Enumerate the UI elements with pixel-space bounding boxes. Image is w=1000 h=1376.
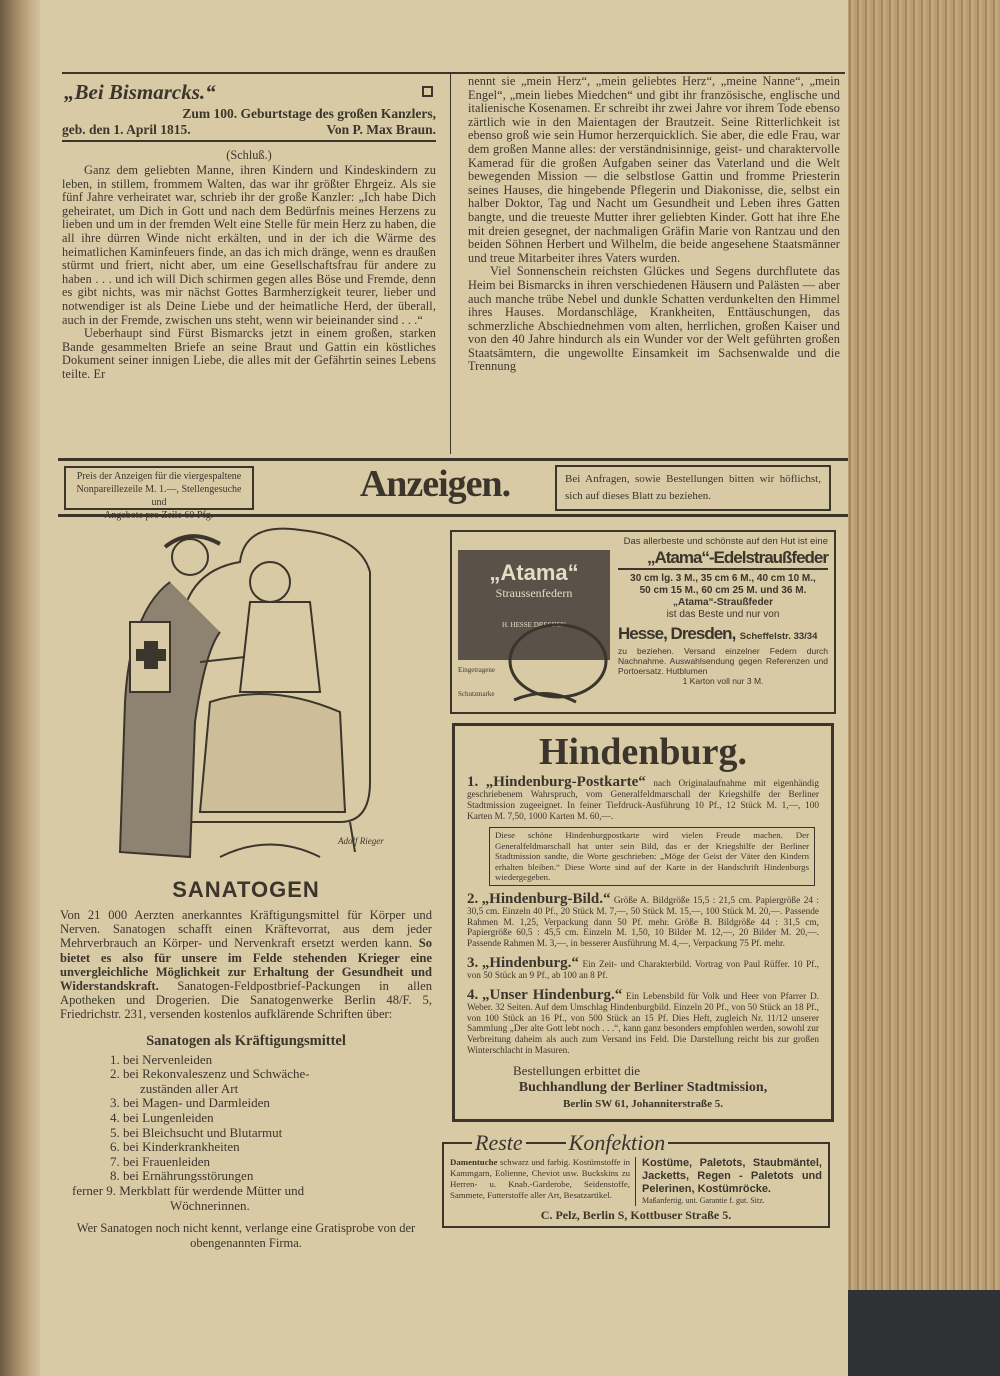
list-item: 1. bei Nervenleiden [110,1051,213,1067]
konfektion-right-small: Maßanfertig. unt. Garantie f. gut. Sitz. [642,1195,765,1205]
hindenburg-order: Bestellungen erbittet die [513,1062,641,1078]
item-text: Ein Lebensbild für Volk und Heer von Pfarrer D. Weber. 32 Seiten. Auf dem Umschlag Hindenburgbild. Einzeln 20 Pf., von 50 Stück an 18 Pf., von 100 Stück an 16 Pf., von 500 Stück an 15 Pf. Dies Heft, zugleich Nr. 11/12 unserer Sammlung „Der alte Gott lebt noch . . .“, kann ganz besonders empfohlen werden, sowohl zur Verbreitung daheim als auch zum Versand ins Feld. Die Darstellung reicht bis zur großen Winterschlacht in Masuren. [467,991,819,1057]
sanatogen-subheading: Sanatogen als Kräftigungsmittel [146,1032,346,1049]
divider [668,1142,830,1144]
text: So bietet es also für unsere im Felde stehenden Krieger eine unvergleichliche Möglichkeit zur Erhaltung der Gesundheit und Widerstandskraft. [60,936,432,994]
hindenburg-items [467,774,819,1057]
konfektion-title-left: Reste [475,1129,523,1155]
atama-address: Scheffelstr. 33/34 [739,631,818,642]
item-name: „Hindenburg-Bild.“ [481,890,611,907]
title-rule [62,140,436,142]
hindenburg-item-3 [467,955,819,982]
text: Preis der Anzeigen für die viergespaltene [76,471,242,482]
hindenburg-item-4 [467,987,819,1057]
logo-badge: H. HESSE DRESDEN [502,621,566,629]
ads-rule-top [58,458,848,461]
text: Damentuche [450,1156,498,1167]
nurse-soldier-illustration [70,522,430,867]
newspaper-page [40,0,848,1376]
hindenburg-publisher-address: Berlin SW 61, Johanniterstraße 5. [563,1097,723,1110]
column-divider [450,74,451,454]
text: „Atama“-Straußfeder [672,597,774,608]
atama-ad [450,530,836,714]
list-item: ferner 9. Merkblatt für werdende Mütter und [72,1182,305,1198]
article-subtitle: Zum 100. Geburtstage des großen Kanzlers, [182,106,436,121]
atama-prices [618,573,828,621]
trademark-label: Schutzmarke [458,690,495,698]
sanatogen-body [60,908,432,1022]
ostrich-icon [506,616,610,706]
atama-company: Hesse, Dresden, [618,624,736,643]
hindenburg-publisher: Buchhandlung der Berliner Stadtmission, [518,1079,768,1095]
atama-details: 1 Karton voll nur 3 M. [682,676,764,686]
text: 30 cm lg. 3 M., 35 cm 6 M., 40 cm 10 M., [630,573,816,584]
continuation-note: (Schluß.) [226,148,272,162]
konfektion-right-column [642,1157,822,1206]
trademark-label: Eingetragene [458,666,495,674]
konfektion-address: C. Pelz, Berlin S, Kottbuser Straße 5. [540,1207,732,1222]
atama-picture [458,536,610,708]
item-number: 2. [467,890,479,907]
book-binding [0,0,42,1376]
article-column-right [468,75,840,374]
hindenburg-note: Diese schöne Hindenburgpostkarte wird vielen Freude machen. Der Generalfeldmarschall hat unter sein Bild, das er der Kriegshilfe der Berliner Stadtmission sandte, die Worte geschrieben: „Möge der Geist der Väter den Kindern erhalten bleiben.“ Diese Worte sind auf der Karte in der Handschrift Hindenburgs wiedergegeben. [489,827,815,886]
text: ist das Beste und nur von [666,609,780,620]
sanatogen-closing: Wer Sanatogen noch nicht kennt, verlange eine Gratisprobe von der obengenannten Firma. [76,1221,416,1251]
list-item: 7. bei Frauenleiden [110,1153,210,1169]
sanatogen-list [60,1053,432,1214]
hindenburg-item-1 [467,774,819,822]
list-item: 2. bei Rekonvaleszenz und Schwäche- [110,1066,310,1082]
text: Sanatogen-Feldpostbrief-Packungen in allen Apotheken und Drogerien. Die Sanatogenwerke Berlin 48/F. 5, Friedrichstr. 231, versenden kostenlos aufklärende Schriften über: [60,979,432,1022]
paragraph: nennt sie „mein Herz“, „mein geliebtes Herz“, „meine Nanne“, „mein Engel“, „mein liebes Miedchen“ und gibt ihr französische, englische und italienische Kosenamen. Er schreibt ihr zwei Jahre vor ihrem Tode ebenso zärtlich wie in den Maientagen der Brautzeit. Seine Ritterlichkeit ist ebenso groß wie sein Humor herzerquicklich. Sie aber, die edle Frau, war dem großen Manne alles: der verständnisinnige, geist- und charaktervolle Kamerad für die großen Aufgaben seiner das Vaterland und die Welt bewegenden Mission — die selbstlose Gattin und fromme Priesterin seines Hauses, die hingebende Pflegerin und Diakonisse, die, selbst ein halber Doktor, Tag und Nacht um Gesundheit und Leben ihres Gatten bangte, und die treueste Mutter ihrer geliebten Kinder. Gott hat ihre Ehe mit dreien gesegnet, der nachmaligen Gräfin Marie von Rantzau und den beiden Söhnen Herbert und Wilhelm, die beide angesehene Staatsmänner und treue Mitarbeiter ihres Vaters wurden. [468,74,840,265]
text: 50 cm 15 M., 60 cm 25 M. und 36 M. [639,585,807,596]
list-item: 6. bei Kinderkrankheiten [110,1139,240,1155]
list-item: Wöchnerinnen. [170,1197,250,1213]
item-name: „Hindenburg.“ [481,955,579,972]
ad-price-note [64,466,254,521]
atama-intro: Das allerbeste und schönste auf den Hut ist eine [623,536,828,547]
list-item: 5. bei Bleichsucht und Blutarmut [110,1124,283,1140]
background [846,1290,1000,1376]
atama-product: „Atama“-Edelstraußfeder [618,548,828,570]
illustration-signature: Adolf Rieger [338,836,384,846]
atama-company-line [618,624,828,644]
item-number: 4. [467,986,479,1003]
list-item: 3. bei Magen- und Darmleiden [110,1095,270,1111]
konfektion-left [450,1157,636,1206]
paragraph: Viel Sonnenschein reichsten Glückes und Segens durchflutete das Heim bei Bismarcks in ihren verschiedenen Häusern und Palästen — aber auch manche trübe Nebel und dunkle Schatten verdunkelten den Himmel ihres Hauses. Mordanschläge, Krankheiten, Enttäuschungen, das schmerzliche Abschiednehmen vom alten, herrlichen, großen Kaiser und von den 40 Jahre hindurch als ein Wunder vor der Welt geführten großen Staatsämtern, die ungewollte Einsamkeit im Sachsenwalde und die Trennung [468,264,840,374]
atama-text [618,536,828,708]
ad-request-note: Bei Anfragen, sowie Bestellungen bitten wir höflichst, sich auf dieses Blatt zu beziehen. [555,465,831,511]
text: Von 21 000 Aerzten anerkanntes Kräftigungsmittel für Körper und Nerven. Sanatogen schafft einen Kräftevorrat, aus dem jeder Mehrverbrauch an Körper- und Nervenkraft ersetzt werden kann. [60,908,432,951]
konfektion-right: Kostüme, Paletots, Staubmäntel, Jacketts, Regen - Paletots und Pelerinen, Kostümröcke. [642,1156,822,1195]
divider [442,1142,472,1144]
konfektion-title-right: Konfektion [568,1129,666,1155]
atama-details: zu beziehen. Versand einzelner Federn durch Nachnahme. Auswahlsendung gegen Referenzen und Portoersatz. Hutblumen [618,646,828,676]
square-icon [422,86,433,97]
page-edges [846,0,1000,1376]
item-number: 1. [467,774,479,790]
item-text: Größe A. Bildgröße 15,5 : 21,5 cm. Papiergröße 24 : 30,5 cm. Einzeln 40 Pf., 20 Stück M. 7,—, 50 Stück M. 15,—, 100 Stück M. 20,—. Passende Rahmen M. 1,25, Verpackung dann 50 Pf. mehr. Größe B. Bildgröße 44 : 31,5 cm, Papiergröße 60,5 : 45,5 cm. Einzeln M. 1,50, 10 Bilder M. 12,—, 20 Bilder M. 20,—. Passende Rahmen M. 3,—, in besserer Ausführung M. 4,—, Verpackung 75 Pf. mehr. [467,895,820,950]
article-title: „Bei Bismarcks.“ [64,80,216,104]
paragraph: Ganz dem geliebten Manne, ihren Kindern und Kindeskindern zu leben, in stillem, frommem Walten, das war ihr größter Ehrgeiz. Als sie fünf Jahre verheiratet war, schrieb ihr der große Kanzler: „Ich habe Dich geheiratet, um Dich in Gott und nach dem Bedürfnis meines Herzens zu lieben und um in der fremden Welt eine Stelle für mein Herz zu haben, die all ihre dürren Winde nicht erkälten, und in der ich die Wärme des heimatlichen Kaminfeuers finde, an das ich mich dränge, wenn es draußen stürmt und friert, nicht aber, um eine Gesellschaftsfrau für andere zu haben . . . und ich will Dich schirmen gegen alles Böse und Fremde, denn es gibt nichts, was mir nächst Gottes Barmherzigkeit teurer, lieber und notwendiger ist als Deine Liebe und der heimatliche Herd, der überall, auch in der Fremde, zwischen uns steht, wenn wir beieinander sind . . .“ [62,163,436,327]
list-item: 8. bei Ernährungsstörungen [110,1168,254,1184]
right-ads-column [450,530,836,1228]
item-text: nach Originalaufnahme mit eigenhändig geschriebenem Wahrspruch, vom Generalfeldmarschall der Kriegshilfe der Berliner Stadtmission zugeeignet. In feiner Tiefdruck-Ausführung 10 Pf., 12 Stück M. 1,—, 100 Karten M. 7,50, 1000 Karten M. 60,—. [467,779,819,822]
text: —— Angebote pro Zeile 60 Pfg. —— [82,510,236,521]
item-text: Ein Zeit- und Charakterbild. Vortrag von Paul Rüffer. 10 Pf., von 50 Stück an 9 Pf., ab 100 an 8 Pf. [467,960,820,982]
hindenburg-title: Hindenburg. [538,731,748,773]
divider [526,1142,566,1144]
text: Nonpareillezeile M. 1.—, Stellengesuche und [76,484,242,508]
sanatogen-title: SANATOGEN [172,877,320,902]
list-item: 4. bei Lungenleiden [110,1110,214,1125]
article-column-left [62,164,436,382]
konfektion-columns [450,1157,822,1206]
list-item: zuständen aller Art [140,1080,239,1096]
article-author: Von P. Max Braun. [326,122,436,137]
ads-title: Anzeigen. [359,463,511,505]
article-date: geb. den 1. April 1815. [62,122,191,137]
item-name: „Unser Hindenburg.“ [481,986,623,1003]
logo-text: „Atama“ [489,560,579,585]
item-name: „Hindenburg-Postkarte“ [485,774,646,790]
paragraph: Ueberhaupt sind Fürst Bismarcks jetzt in einem großen, starken Bande gesammelten Briefe an seine Braut und Gattin ein köstliches Dokument seiner innigen Liebe, die alles mit der Gefährtin seines Lebens teilte. Er [62,326,436,381]
konfektion-ad [442,1130,830,1228]
logo-text: Straussenfedern [495,586,573,600]
hindenburg-ad [452,723,834,1122]
item-number: 3. [467,955,479,972]
hindenburg-item-2 [467,891,819,950]
text: schwarz und farbig. Kostümstoffe in Kammgarn, Eolienne, Cheviot usw. Buckskins zu Herren- u. Knab.-Garderobe, Seidenstoffe, Sammete, Futterstoffe aller Art, Besatzartikel. [450,1156,630,1200]
sanatogen-ad [60,876,432,1251]
